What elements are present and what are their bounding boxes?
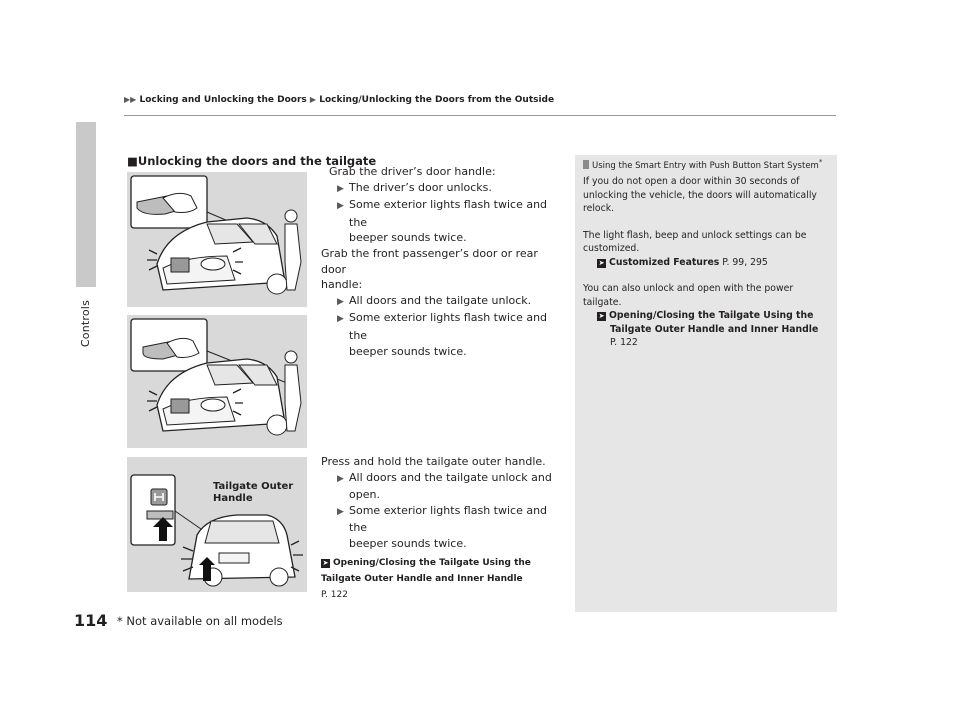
tailgate-reference-link[interactable]: ➤ Opening/Closing the Tailgate Using the Tailgate Outer Handle and Inner Handle P. 122	[321, 555, 561, 603]
reference-page: P. 122	[321, 589, 348, 600]
tailgate-illustration	[127, 457, 307, 592]
result-item: ▶ Some exterior lights flash twice and the	[337, 503, 548, 535]
step-passenger-door: Grab the front passenger’s door or rear door	[321, 246, 538, 276]
side-note-title: Using the Smart Entry with Push Button Start System*	[583, 158, 822, 171]
breadcrumb-arrow-icon: ▶▶	[124, 95, 137, 104]
reference-arrow-icon: ➤	[598, 258, 605, 267]
triangle-right-icon: ▶	[337, 506, 344, 517]
result-continued: beeper sounds twice.	[349, 231, 467, 245]
breadcrumb-arrow-icon: ▶	[309, 95, 317, 104]
chapter-label: Controls	[79, 300, 92, 348]
step-passenger-door-cont: handle:	[321, 278, 363, 292]
result-item: ▶ All doors and the tailgate unlock.	[321, 293, 561, 311]
step-driver-door: Grab the driver’s door handle:	[329, 165, 496, 178]
triangle-right-icon: ▶	[337, 201, 344, 212]
section-heading: ■Unlocking the doors and the tailgate	[127, 154, 377, 168]
passenger-door-illustration	[127, 315, 307, 448]
result-continued: open.	[349, 488, 380, 502]
breadcrumb	[124, 95, 554, 105]
triangle-right-icon: ▶	[337, 296, 344, 307]
reference-arrow-icon: ➤	[322, 558, 329, 567]
result-item: ▶ Some exterior lights flash twice and the	[337, 311, 548, 342]
triangle-right-icon: ▶	[337, 473, 344, 484]
tailgate-instructions	[321, 454, 561, 603]
result-item: ▶ The driver’s door unlocks.	[321, 180, 561, 198]
header-rule	[124, 115, 836, 116]
tailgate-note-link[interactable]: ➤ Opening/Closing the Tailgate Using the	[598, 310, 814, 321]
tailgate-handle-callout	[213, 481, 293, 505]
customized-features-link[interactable]: ➤ Customized Features P. 99, 295	[598, 256, 768, 268]
reference-arrow-icon: ➤	[598, 312, 605, 320]
footnote: * Not available on all models	[117, 614, 283, 628]
driver-door-illustration	[127, 172, 307, 307]
breadcrumb-item-1[interactable]: Locking and Unlocking the Doors	[139, 95, 307, 105]
callout-line-1: Tailgate Outer	[213, 481, 294, 492]
step-tailgate: Press and hold the tailgate outer handle.	[321, 455, 546, 468]
unlock-instructions	[321, 164, 561, 359]
note-marker-icon	[583, 160, 589, 169]
result-item: ▶ All doors and the tailgate unlock and	[321, 470, 561, 488]
callout-line-2: Handle	[213, 493, 253, 504]
triangle-right-icon: ▶	[337, 183, 344, 194]
triangle-right-icon: ▶	[337, 314, 344, 325]
page-number: 114	[74, 611, 108, 630]
chapter-tab	[76, 122, 96, 287]
result-continued: beeper sounds twice.	[349, 536, 467, 550]
side-note-text: If you do not open a door within 30 seconds of unlocking the vehicle, the doors will automatically relock. The light flash, beep and unlock settings can be customized. ➤ Customized Features P. 99, 295 You can also unlock and open with the power tailgate. ➤ Opening/Closing the Tailgate Using the Tailgate Outer Handle and Inner Handle P. 122	[583, 175, 828, 350]
result-continued: beeper sounds twice.	[349, 344, 467, 358]
breadcrumb-item-2[interactable]: Locking/Unlocking the Doors from the Outside	[319, 95, 555, 105]
result-item: ▶ Some exterior lights flash twice and the	[337, 198, 548, 229]
